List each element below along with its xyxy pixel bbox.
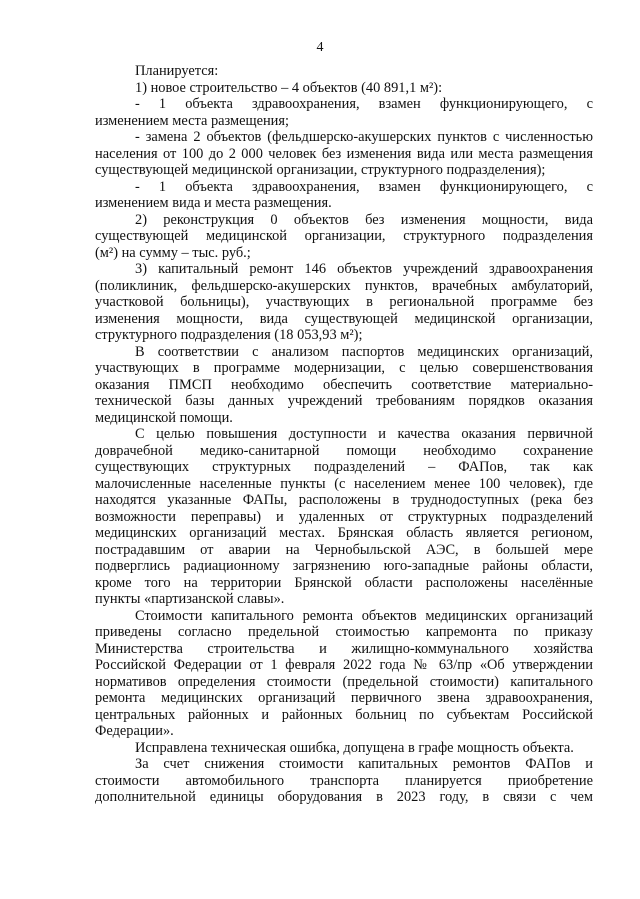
text-line: технической базы данных учреждений требованиям порядков оказания	[95, 393, 593, 409]
text-line: За счет снижения стоимости капитальных ремонтов ФАПов и	[135, 756, 593, 772]
page-number: 4	[316, 40, 324, 55]
text-line: доврачебной медико-санитарной помощи необходимо сохранение	[95, 442, 593, 459]
text-line: населения от 100 до 2 000 человек без изменения вида или места размещения	[95, 145, 593, 162]
text-line: Российской Федерации от 1 февраля 2022 года № 63/пр «Об утверждении	[95, 657, 593, 673]
text-line: Исправлена техническая ошибка, допущена в графе мощность объекта.	[135, 739, 574, 756]
text-line: С целью повышения доступности и качества оказания первичной	[135, 426, 593, 442]
text-line: нормативов определения стоимости (предельной стоимости) капитального	[95, 673, 593, 690]
text-line: дополнительной единицы оборудования в 2023 году, в связи с чем	[95, 789, 593, 805]
text-line: пункты «партизанской славы».	[95, 591, 285, 607]
text-line: кроме того на территории Брянской области расположены населённые	[95, 574, 593, 591]
text-line: Министерства строительства и жилищно-коммунального хозяйства	[95, 640, 593, 657]
text-line: находятся указанные ФАПы, расположены в труднодоступных (река без	[95, 492, 593, 508]
text-line: центральных районных и районных больниц по субъектам Российской	[95, 706, 593, 723]
text-line: медицинских организаций местах. Брянская область является регионом,	[95, 525, 593, 541]
text-line: подверглись радиационному загрязнению юго-западные районы области,	[95, 558, 593, 574]
text-line: структурного подразделения (18 053,93 м²);	[95, 327, 363, 343]
text-line: Стоимости капитального ремонта объектов медицинских организаций	[135, 607, 593, 624]
text-line: изменением места размещения;	[95, 112, 289, 129]
text-line: возможности переправы) и удаленных от структурных подразделений	[95, 508, 593, 525]
text-line: В соответствии с анализом паспортов медицинских организаций,	[135, 343, 593, 360]
text-line: существующих структурных подразделений – ФАПов, так как	[95, 459, 593, 475]
text-line: - 1 объекта здравоохранения, взамен функционирующего, с	[135, 96, 593, 112]
text-line: изменением вида и места размещения.	[95, 195, 332, 211]
text-line: Планируется:	[135, 63, 219, 79]
text-line: медицинской помощи.	[95, 409, 233, 426]
text-line: оказания ПМСП необходимо обеспечить соответствие материально-	[95, 376, 593, 393]
text-line: изменения мощности, вида существующей медицинской организации,	[95, 310, 593, 327]
text-line: - 1 объекта здравоохранения, взамен функционирующего, с	[135, 178, 593, 195]
text-line: существующей медицинской организации, структурного подразделения);	[95, 162, 546, 178]
text-line: стоимости автомобильного транспорта планируется приобретение	[95, 772, 593, 789]
text-line: пострадавшим от аварии на Чернобыльской АЭС, в большей мере	[95, 541, 593, 558]
text-line: Федерации».	[95, 723, 174, 739]
text-line: - замена 2 объектов (фельдшерско-акушерских пунктов с численностью	[135, 129, 593, 145]
text-line: участковой больницы), участвующих в региональной программе без	[95, 294, 593, 310]
text-line: приведены согласно предельной стоимостью капремонта по приказу	[95, 624, 593, 640]
text-line: существующей медицинской организации, структурного подразделения	[95, 228, 593, 244]
text-line: 3) капитальный ремонт 146 объектов учреждений здравоохранения	[135, 261, 593, 277]
text-line: 1) новое строительство – 4 объектов (40 891,1 м²):	[135, 79, 443, 96]
text-line: 2) реконструкция 0 объектов без изменения мощности, вида	[135, 211, 593, 228]
document-body	[95, 63, 593, 806]
text-line: участвующих в программе модернизации, с целью совершенствования	[95, 360, 593, 376]
text-line: (поликлиник, фельдшерско-акушерских пунктов, врачебных амбулаторий,	[95, 277, 593, 294]
text-line: ремонта медицинских организаций первичного звена здравоохранения,	[95, 690, 593, 706]
text-line: малочисленные населенные пункты (с населением менее 100 человек), где	[95, 475, 593, 492]
text-line: (м²) на сумму – тыс. руб.;	[95, 244, 251, 261]
